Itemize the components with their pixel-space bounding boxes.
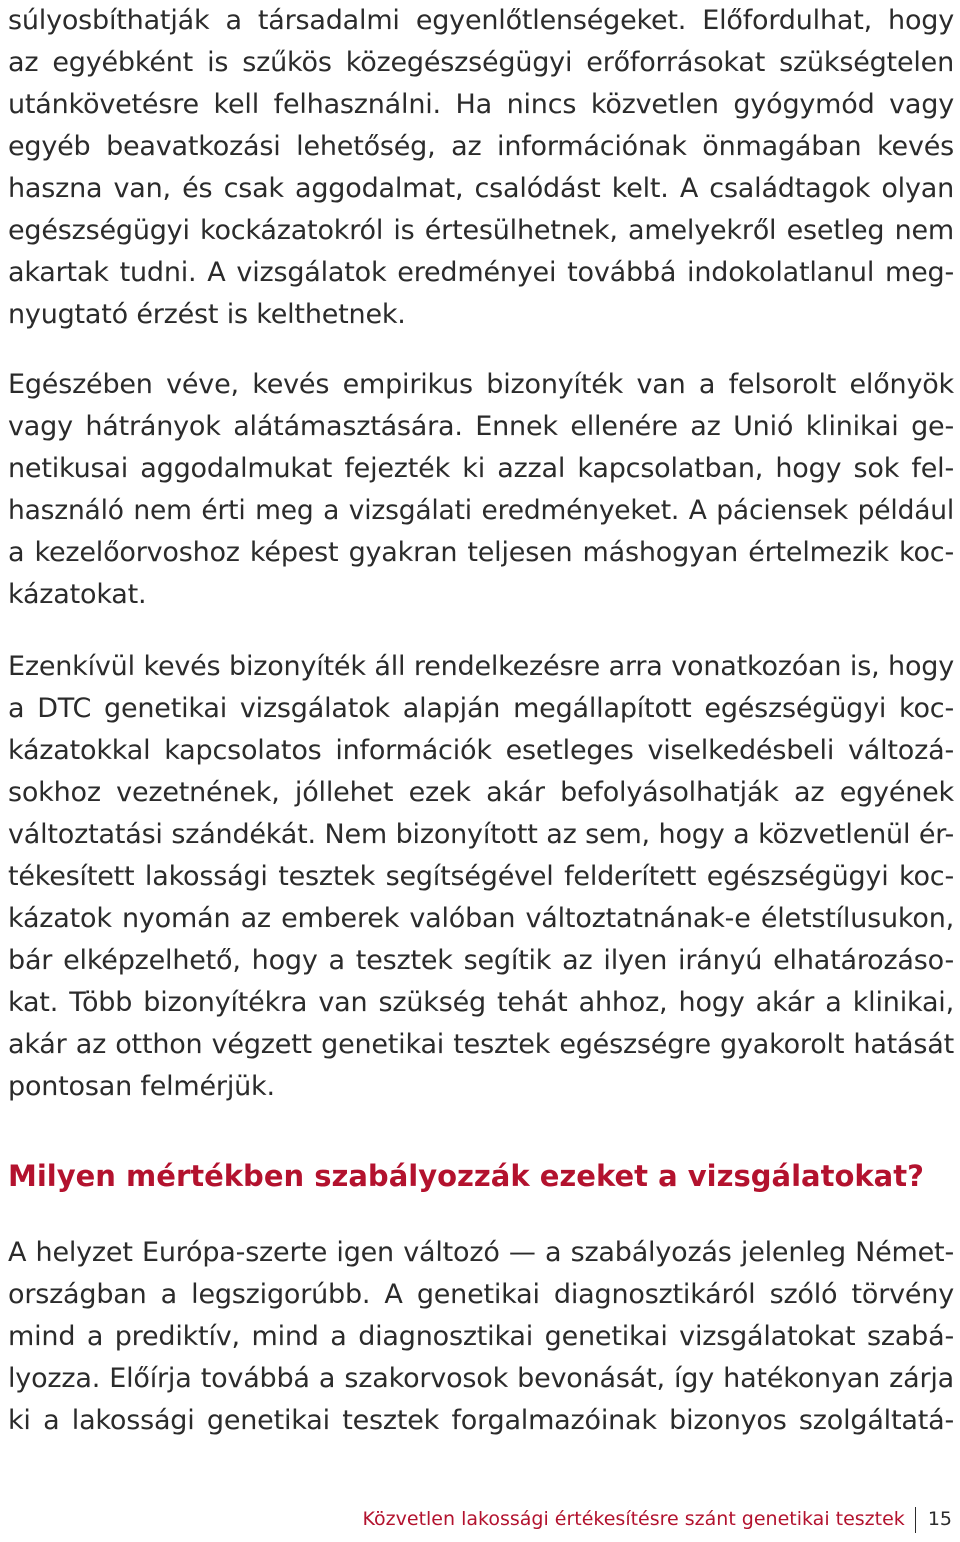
section-heading: Milyen mértékben szabályozzák ezeket a vizsgálatokat? [8,1159,924,1193]
text-line: sokhoz vezetnének, jóllehet ezek akár befolyásolhatják az egyének [8,777,954,808]
text-line: bár elképzelhető, hogy a tesztek segítik az ilyen irányú elhatározáso- [8,945,954,976]
page-footer [363,1505,952,1533]
text-line: netikusai aggodalmukat fejezték ki azzal kapcsolatban, hogy sok fel- [8,453,954,484]
text-line: kázatok nyomán az emberek valóban változtatnának-e életstílusukon, [8,903,954,934]
text-line: pontosan felmérjük. [8,1071,275,1102]
text-line: A helyzet Európa-szerte igen változó — a szabályozás jelenleg Német- [8,1237,954,1268]
text-line: egészségügyi kockázatokról is értesülhetnek, amelyekről esetleg nem [8,215,954,246]
page-number: 15 [927,1508,952,1530]
text-line: a DTC genetikai vizsgálatok alapján megállapított egészségügyi koc- [8,693,954,724]
text-line: változtatási szándékát. Nem bizonyított az sem, hogy a közvetlenül ér- [8,819,954,850]
text-line: haszna van, és csak aggodalmat, csalódást kelt. A családtagok olyan [8,173,954,204]
text-line: Egészében véve, kevés empirikus bizonyíték van a felsorolt előnyök [8,369,954,400]
text-line: mind a prediktív, mind a diagnosztikai genetikai vizsgálatokat szabá- [8,1321,954,1352]
text-line: akár az otthon végzett genetikai tesztek egészségre gyakorolt hatását [8,1029,954,1060]
text-line: Ezenkívül kevés bizonyíték áll rendelkezésre arra vonatkozóan is, hogy [8,651,954,682]
text-line: használó nem érti meg a vizsgálati eredményeket. A páciensek például [8,495,954,526]
text-line: egyéb beavatkozási lehetőség, az információnak önmagában kevés [8,131,954,162]
text-line: kat. Több bizonyítékra van szükség tehát ahhoz, hogy akár a klinikai, [8,987,954,1018]
text-line: utánkövetésre kell felhasználni. Ha nincs közvetlen gyógymód vagy [8,89,954,120]
text-line: vagy hátrányok alátámasztására. Ennek ellenére az Unió klinikai ge- [8,411,954,442]
text-line: akartak tudni. A vizsgálatok eredményei továbbá indokolatlanul meg- [8,257,954,288]
footer-divider [915,1507,916,1533]
text-line: országban a legszigorúbb. A genetikai diagnosztikáról szóló törvény [8,1279,954,1310]
text-line: nyugtató érzést is kelthetnek. [8,299,406,330]
text-line: ki a lakossági genetikai tesztek forgalmazóinak bizonyos szolgáltatá- [8,1405,954,1436]
text-line: kázatokat. [8,579,147,610]
text-line: súlyosbíthatják a társadalmi egyenlőtlenségeket. Előfordulhat, hogy [8,5,954,36]
text-line: az egyébként is szűkös közegészségügyi erőforrásokat szükségtelen [8,47,954,78]
text-line: lyozza. Előírja továbbá a szakorvosok bevonását, így hatékonyan zárja [8,1363,954,1394]
text-line: a kezelőorvoshoz képest gyakran teljesen máshogyan értelmezik koc- [8,537,954,568]
footer-title: Közvetlen lakossági értékesítésre szánt genetikai tesztek [362,1508,905,1530]
text-line: tékesített lakossági tesztek segítségével felderített egészségügyi koc- [8,861,954,892]
text-line: kázatokkal kapcsolatos információk esetleges viselkedésbeli változá- [8,735,954,766]
